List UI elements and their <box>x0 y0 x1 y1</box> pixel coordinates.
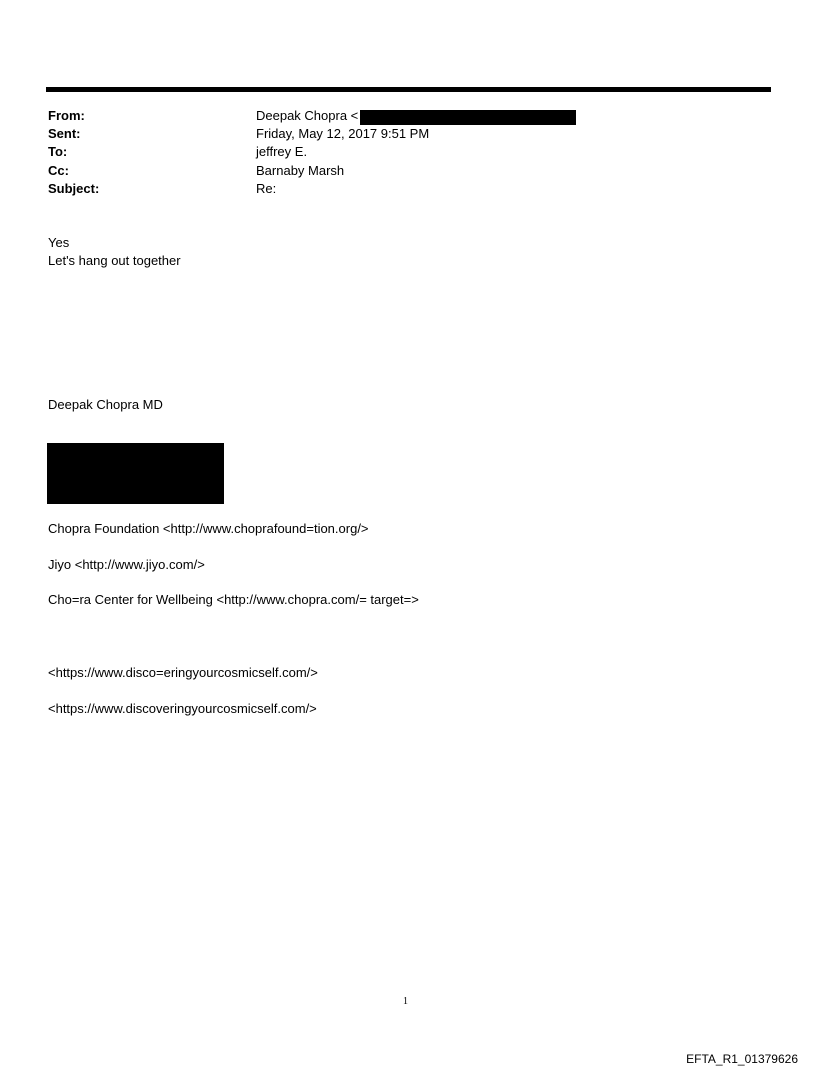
bates-number: EFTA_R1_01379626 <box>686 1052 798 1066</box>
sent-value: Friday, May 12, 2017 9:51 PM <box>256 126 430 142</box>
body-line-yes: Yes <box>48 235 70 250</box>
cosmic-self-link-1[interactable]: <https://www.disco=eringyourcosmicself.com/> <box>48 665 318 680</box>
sent-label: Sent: <box>48 126 81 142</box>
cc-label: Cc: <box>48 162 69 178</box>
to-label: To: <box>48 144 68 160</box>
jiyo-link[interactable]: Jiyo <http://www.jiyo.com/> <box>48 557 205 572</box>
chopra-foundation-link[interactable]: Chopra Foundation <http://www.choprafound=tion.org/> <box>48 521 369 536</box>
to-value: jeffrey E. <box>256 144 308 160</box>
sent-row <box>48 125 748 143</box>
to-row <box>48 143 748 161</box>
email-header <box>48 107 748 198</box>
header-divider <box>46 87 771 92</box>
chopra-center-link[interactable]: Cho=ra Center for Wellbeing <http://www.chopra.com/= target=> <box>48 592 419 607</box>
subject-row <box>48 180 748 198</box>
from-value: Deepak Chopra < <box>256 108 359 123</box>
subject-label: Subject: <box>48 180 100 196</box>
signature-name: Deepak Chopra MD <box>48 397 163 412</box>
cc-row <box>48 162 748 180</box>
cc-value: Barnaby Marsh <box>256 162 345 178</box>
from-label: From: <box>48 108 85 123</box>
subject-value: Re: <box>256 180 277 196</box>
body-line-hangout: Let's hang out together <box>48 253 181 268</box>
page-number: 1 <box>403 996 408 1007</box>
email-address-redaction <box>360 110 576 125</box>
signature-redaction <box>47 443 224 504</box>
cosmic-self-link-2[interactable]: <https://www.discoveringyourcosmicself.com/> <box>48 701 317 716</box>
